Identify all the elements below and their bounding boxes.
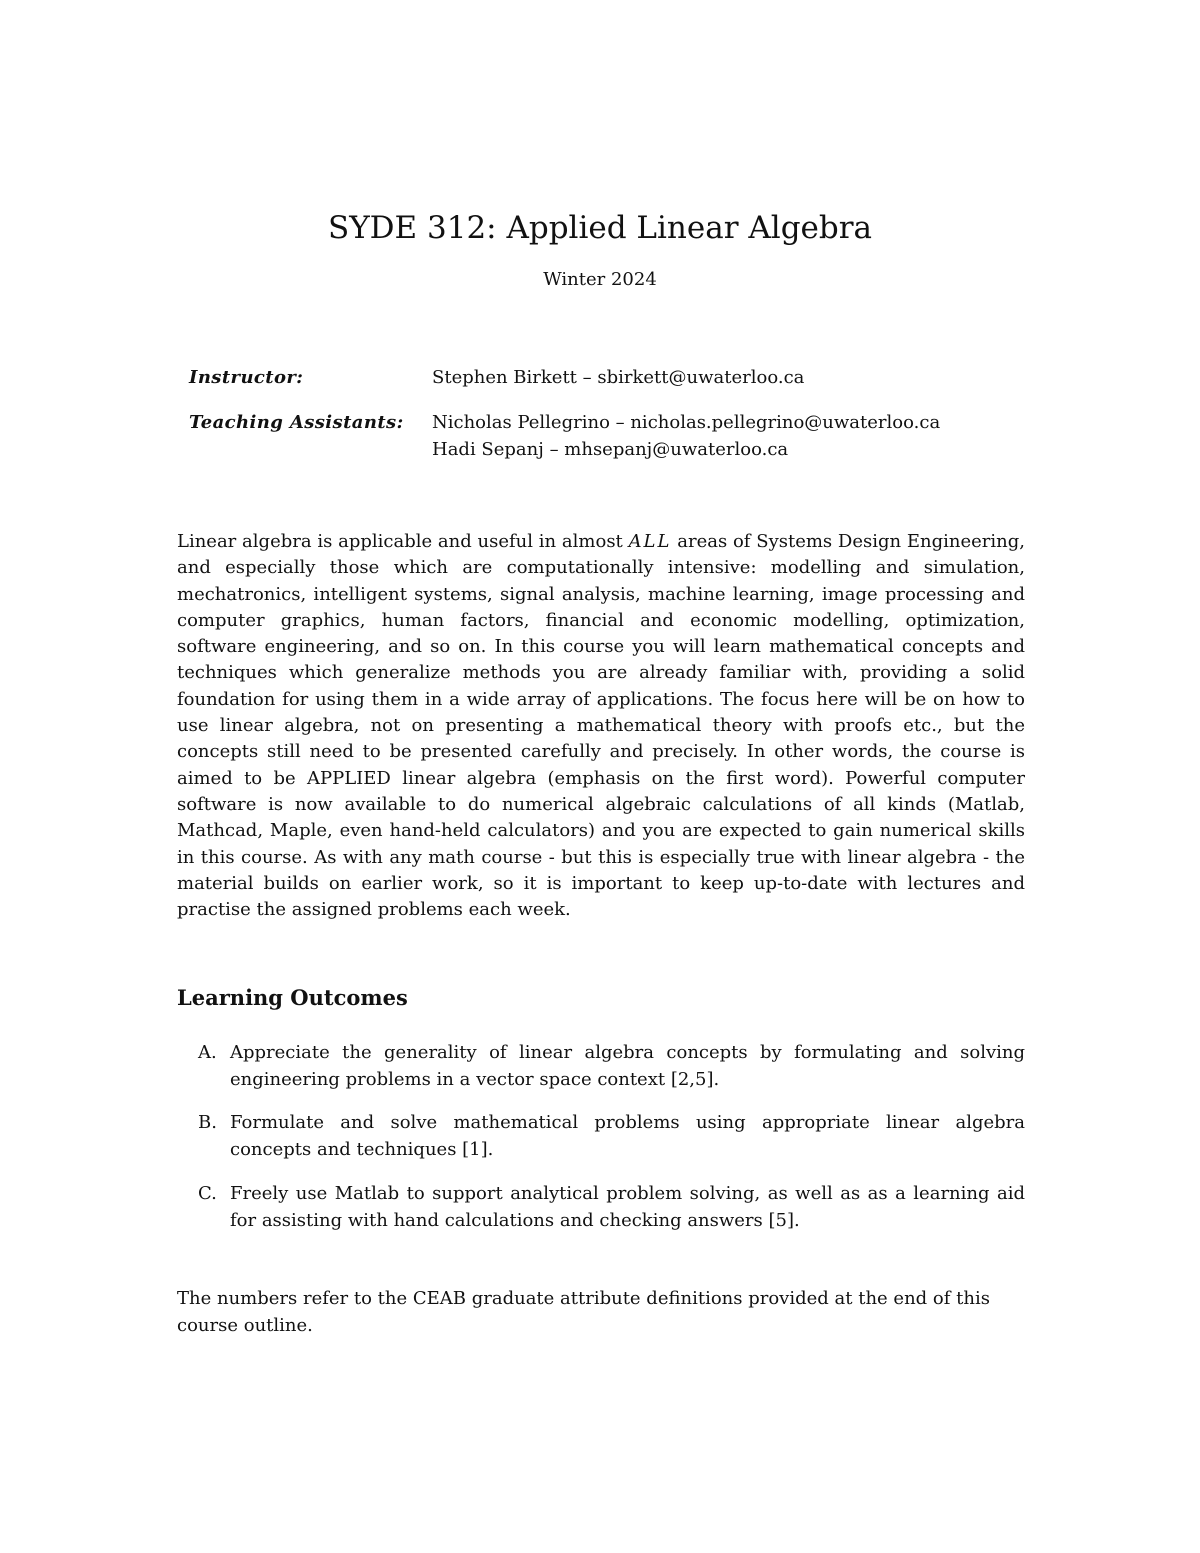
ceab-note: The numbers refer to the CEAB graduate attribute definitions provided at the end of this course outline. [177, 1288, 990, 1336]
outcome-letter: C. [198, 1183, 217, 1204]
instructor-contact: Stephen Birkett – sbirkett@uwaterloo.ca [432, 367, 805, 388]
teaching-assistants-label: Teaching Assistants: [189, 412, 404, 433]
ta-contact-2: Hadi Sepanj – mhsepanj@uwaterloo.ca [432, 439, 789, 460]
outcome-letter: B. [198, 1112, 217, 1133]
intro-text-rest: areas of Systems Design Engineering, and especially those which are computationally intensive: modelling and simulation, mechatronics, intelligent systems, signal analysis, machine learning, image processing and computer graphics, human factors, financial and economic modelling, optimization, software engineering, and so on. In this course you will learn mathematical concepts and techniques which generalize methods you are already familiar with, providing a solid foundation for using them in a wide array of applications. The focus here will be on how to use linear algebra, not on presenting a mathematical theory with proofs etc., but the concepts still need to be presented carefully and precisely. In other words, the course is aimed to be APPLIED linear algebra (emphasis on the first word). Powerful computer software is now available to do numerical algebraic calculations of all kinds (Matlab, Mathcad, Maple, even hand-held calculators) and you are expected to gain numerical skills in this course. As with any math course - but this is especially true with linear algebra - the material builds on earlier work, so it is important to keep up-to-date with lectures and practise the assigned problems each week. [177, 531, 1026, 921]
outcome-text: Formulate and solve mathematical problems using appropriate linear algebra concepts and techniques [1]. [230, 1112, 1025, 1160]
term-subtitle: Winter 2024 [543, 269, 657, 290]
learning-outcomes-heading: Learning Outcomes [177, 985, 408, 1010]
page-title: SYDE 312: Applied Linear Algebra [327, 210, 873, 246]
outcome-text: Freely use Matlab to support analytical problem solving, as well as as a learning aid for assisting with hand calculations and checking answers [5]. [230, 1183, 1025, 1231]
course-description [177, 529, 1025, 923]
intro-text-start: Linear algebra is applicable and useful in almost [177, 531, 629, 552]
instructor-label: Instructor: [189, 367, 304, 388]
outcome-letter: A. [198, 1042, 217, 1063]
outcome-text: Appreciate the generality of linear algebra concepts by formulating and solving engineering problems in a vector space context [2,5]. [230, 1042, 1025, 1090]
intro-emphasis: ALL [628, 531, 672, 552]
ta-contact-1: Nicholas Pellegrino – nicholas.pellegrino@uwaterloo.ca [432, 412, 941, 433]
